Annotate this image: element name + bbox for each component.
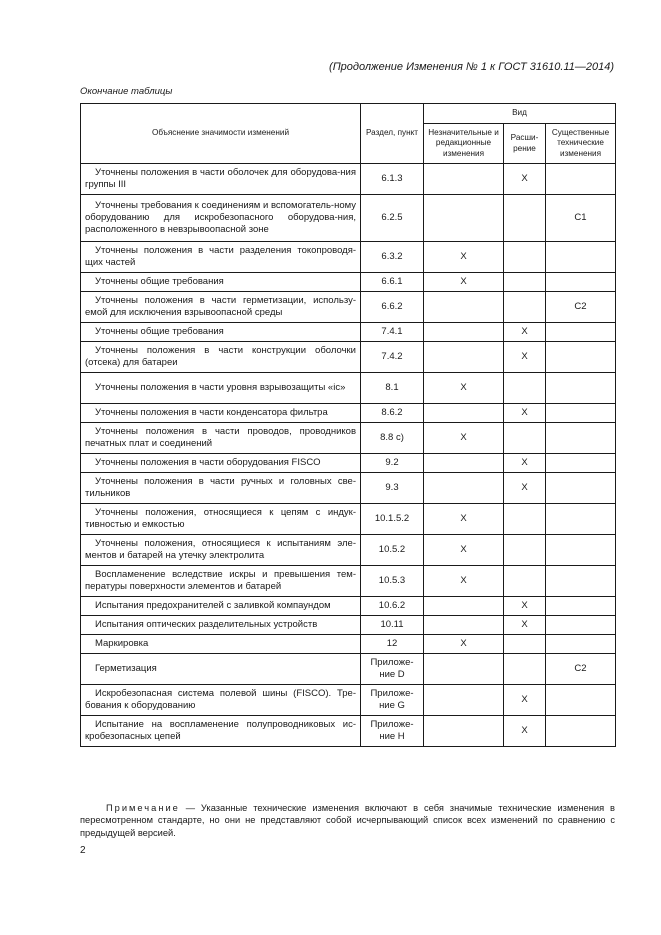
- row-minor-mark: X: [424, 373, 504, 404]
- row-extension-mark: X: [504, 342, 546, 373]
- table-row: [81, 654, 616, 685]
- column-header-extension: Расши-рение: [504, 124, 546, 164]
- row-minor-mark: [424, 716, 504, 747]
- row-description: Уточнены общие требования: [81, 273, 361, 292]
- row-minor-mark: X: [424, 273, 504, 292]
- row-extension-mark: [504, 423, 546, 454]
- table-row: [81, 504, 616, 535]
- table-row: [81, 454, 616, 473]
- row-minor-mark: [424, 473, 504, 504]
- row-extension-mark: [504, 566, 546, 597]
- row-extension-mark: [504, 195, 546, 242]
- row-extension-mark: X: [504, 685, 546, 716]
- row-major-mark: [546, 423, 616, 454]
- row-section: Приложе-ние H: [361, 716, 424, 747]
- row-section: 10.1.5.2: [361, 504, 424, 535]
- row-extension-mark: X: [504, 616, 546, 635]
- table-row: [81, 616, 616, 635]
- row-major-mark: [546, 597, 616, 616]
- row-minor-mark: X: [424, 504, 504, 535]
- note-lead: Примечание: [106, 803, 180, 813]
- row-major-mark: C2: [546, 654, 616, 685]
- table-row: [81, 164, 616, 195]
- row-major-mark: [546, 404, 616, 423]
- column-header-minor: Незначительные и редакционные изменения: [424, 124, 504, 164]
- row-minor-mark: X: [424, 242, 504, 273]
- page-number: 2: [80, 845, 86, 856]
- row-minor-mark: [424, 292, 504, 323]
- table-note: [80, 802, 615, 839]
- document-header: (Продолжение Изменения № 1 к ГОСТ 31610.11—2014): [329, 61, 614, 73]
- column-header-section: Раздел, пункт: [361, 104, 424, 164]
- column-header-description: Объяснение значимости изменений: [81, 104, 361, 164]
- table-row: [81, 566, 616, 597]
- row-major-mark: [546, 454, 616, 473]
- row-description: Герметизация: [81, 654, 361, 685]
- row-major-mark: [546, 473, 616, 504]
- row-major-mark: [546, 566, 616, 597]
- row-section: 10.5.3: [361, 566, 424, 597]
- row-major-mark: [546, 342, 616, 373]
- row-description: Уточнены положения в части проводов, проводников печатных плат и соединений: [81, 423, 361, 454]
- row-section: 10.6.2: [361, 597, 424, 616]
- row-description: Испытания предохранителей с заливкой компаундом: [81, 597, 361, 616]
- row-section: 7.4.2: [361, 342, 424, 373]
- row-section: 6.1.3: [361, 164, 424, 195]
- row-extension-mark: [504, 273, 546, 292]
- row-extension-mark: X: [504, 164, 546, 195]
- row-description: Уточнены положения в части герметизации, использу-емой для исключения взрывоопасной среды: [81, 292, 361, 323]
- row-minor-mark: X: [424, 535, 504, 566]
- row-major-mark: [546, 504, 616, 535]
- row-major-mark: [546, 535, 616, 566]
- table-row: [81, 195, 616, 242]
- table-row: [81, 242, 616, 273]
- row-section: 9.3: [361, 473, 424, 504]
- row-minor-mark: [424, 454, 504, 473]
- row-major-mark: [546, 635, 616, 654]
- row-major-mark: C2: [546, 292, 616, 323]
- row-section: 7.4.1: [361, 323, 424, 342]
- row-major-mark: [546, 685, 616, 716]
- row-major-mark: [546, 716, 616, 747]
- row-description: Искробезопасная система полевой шины (FISCO). Тре-бования к оборудованию: [81, 685, 361, 716]
- table-row: [81, 273, 616, 292]
- row-major-mark: [546, 616, 616, 635]
- row-section: 12: [361, 635, 424, 654]
- row-extension-mark: [504, 504, 546, 535]
- table-row: [81, 342, 616, 373]
- table-row: [81, 292, 616, 323]
- column-header-major: Существенные технические изменения: [546, 124, 616, 164]
- row-minor-mark: [424, 597, 504, 616]
- row-extension-mark: X: [504, 454, 546, 473]
- row-extension-mark: X: [504, 473, 546, 504]
- row-description: Уточнены положения в части разделения токопроводя-щих частей: [81, 242, 361, 273]
- table-body: [81, 164, 616, 747]
- row-extension-mark: X: [504, 404, 546, 423]
- row-minor-mark: [424, 323, 504, 342]
- row-extension-mark: [504, 242, 546, 273]
- table-row: [81, 423, 616, 454]
- row-description: Уточнены положения, относящиеся к испытаниям эле-ментов и батарей на утечку электролита: [81, 535, 361, 566]
- row-extension-mark: [504, 292, 546, 323]
- table-row: [81, 635, 616, 654]
- row-extension-mark: X: [504, 597, 546, 616]
- row-section: 6.6.1: [361, 273, 424, 292]
- row-minor-mark: [424, 685, 504, 716]
- row-minor-mark: [424, 654, 504, 685]
- row-minor-mark: [424, 164, 504, 195]
- row-section: 8.6.2: [361, 404, 424, 423]
- row-minor-mark: [424, 195, 504, 242]
- row-description: Уточнены положения в части оболочек для оборудова-ния группы III: [81, 164, 361, 195]
- row-major-mark: C1: [546, 195, 616, 242]
- row-minor-mark: [424, 616, 504, 635]
- row-section: 6.2.5: [361, 195, 424, 242]
- row-major-mark: [546, 273, 616, 292]
- table-row: [81, 473, 616, 504]
- table-row: [81, 716, 616, 747]
- row-minor-mark: X: [424, 566, 504, 597]
- row-description: Испытание на воспламенение полупроводниковых ис-кробезопасных цепей: [81, 716, 361, 747]
- row-major-mark: [546, 373, 616, 404]
- row-minor-mark: X: [424, 635, 504, 654]
- row-extension-mark: [504, 373, 546, 404]
- row-minor-mark: [424, 404, 504, 423]
- row-section: 8.1: [361, 373, 424, 404]
- table-row: [81, 535, 616, 566]
- row-description: Уточнены положения, относящиеся к цепям с индук-тивностью и емкостью: [81, 504, 361, 535]
- changes-table: [80, 103, 616, 747]
- row-description: Уточнены положения в части конструкции оболочки (отсека) для батареи: [81, 342, 361, 373]
- table-row: [81, 597, 616, 616]
- row-description: Уточнены положения в части конденсатора фильтра: [81, 404, 361, 423]
- row-section: 10.11: [361, 616, 424, 635]
- row-description: Уточнены общие требования: [81, 323, 361, 342]
- row-extension-mark: [504, 654, 546, 685]
- row-section: 8.8 c): [361, 423, 424, 454]
- row-description: Испытания оптических разделительных устройств: [81, 616, 361, 635]
- row-section: 10.5.2: [361, 535, 424, 566]
- row-extension-mark: X: [504, 323, 546, 342]
- table-row: [81, 373, 616, 404]
- table-caption: Окончание таблицы: [80, 86, 173, 97]
- row-section: 6.3.2: [361, 242, 424, 273]
- row-section: 9.2: [361, 454, 424, 473]
- row-description: Уточнены положения в части оборудования FISCO: [81, 454, 361, 473]
- note-text: — Указанные технические изменения включают в себя значимые технические изменения в пересмотренном стандарте, но они не представляют собой исчерпывающий список всех изменений по сравнению с предыдущей версией.: [80, 803, 615, 838]
- row-section: Приложе-ние G: [361, 685, 424, 716]
- row-minor-mark: [424, 342, 504, 373]
- row-description: Воспламенение вследствие искры и превышения тем-пературы поверхности элементов и батарей: [81, 566, 361, 597]
- row-extension-mark: [504, 535, 546, 566]
- row-major-mark: [546, 323, 616, 342]
- column-header-kind: Вид: [424, 104, 616, 124]
- table-row: [81, 404, 616, 423]
- row-description: Уточнены положения в части ручных и головных све-тильников: [81, 473, 361, 504]
- table-row: [81, 323, 616, 342]
- row-section: 6.6.2: [361, 292, 424, 323]
- row-extension-mark: X: [504, 716, 546, 747]
- row-description: Уточнены требования к соединениям и вспомогатель-ному оборудованию для искробезопасного оборудова-ния, расположенного в невзрывоопасной зоне: [81, 195, 361, 242]
- table-row: [81, 685, 616, 716]
- row-major-mark: [546, 164, 616, 195]
- row-description: Маркировка: [81, 635, 361, 654]
- row-description: Уточнены положения в части уровня взрывозащиты «ic»: [81, 373, 361, 404]
- row-section: Приложе-ние D: [361, 654, 424, 685]
- row-minor-mark: X: [424, 423, 504, 454]
- row-extension-mark: [504, 635, 546, 654]
- row-major-mark: [546, 242, 616, 273]
